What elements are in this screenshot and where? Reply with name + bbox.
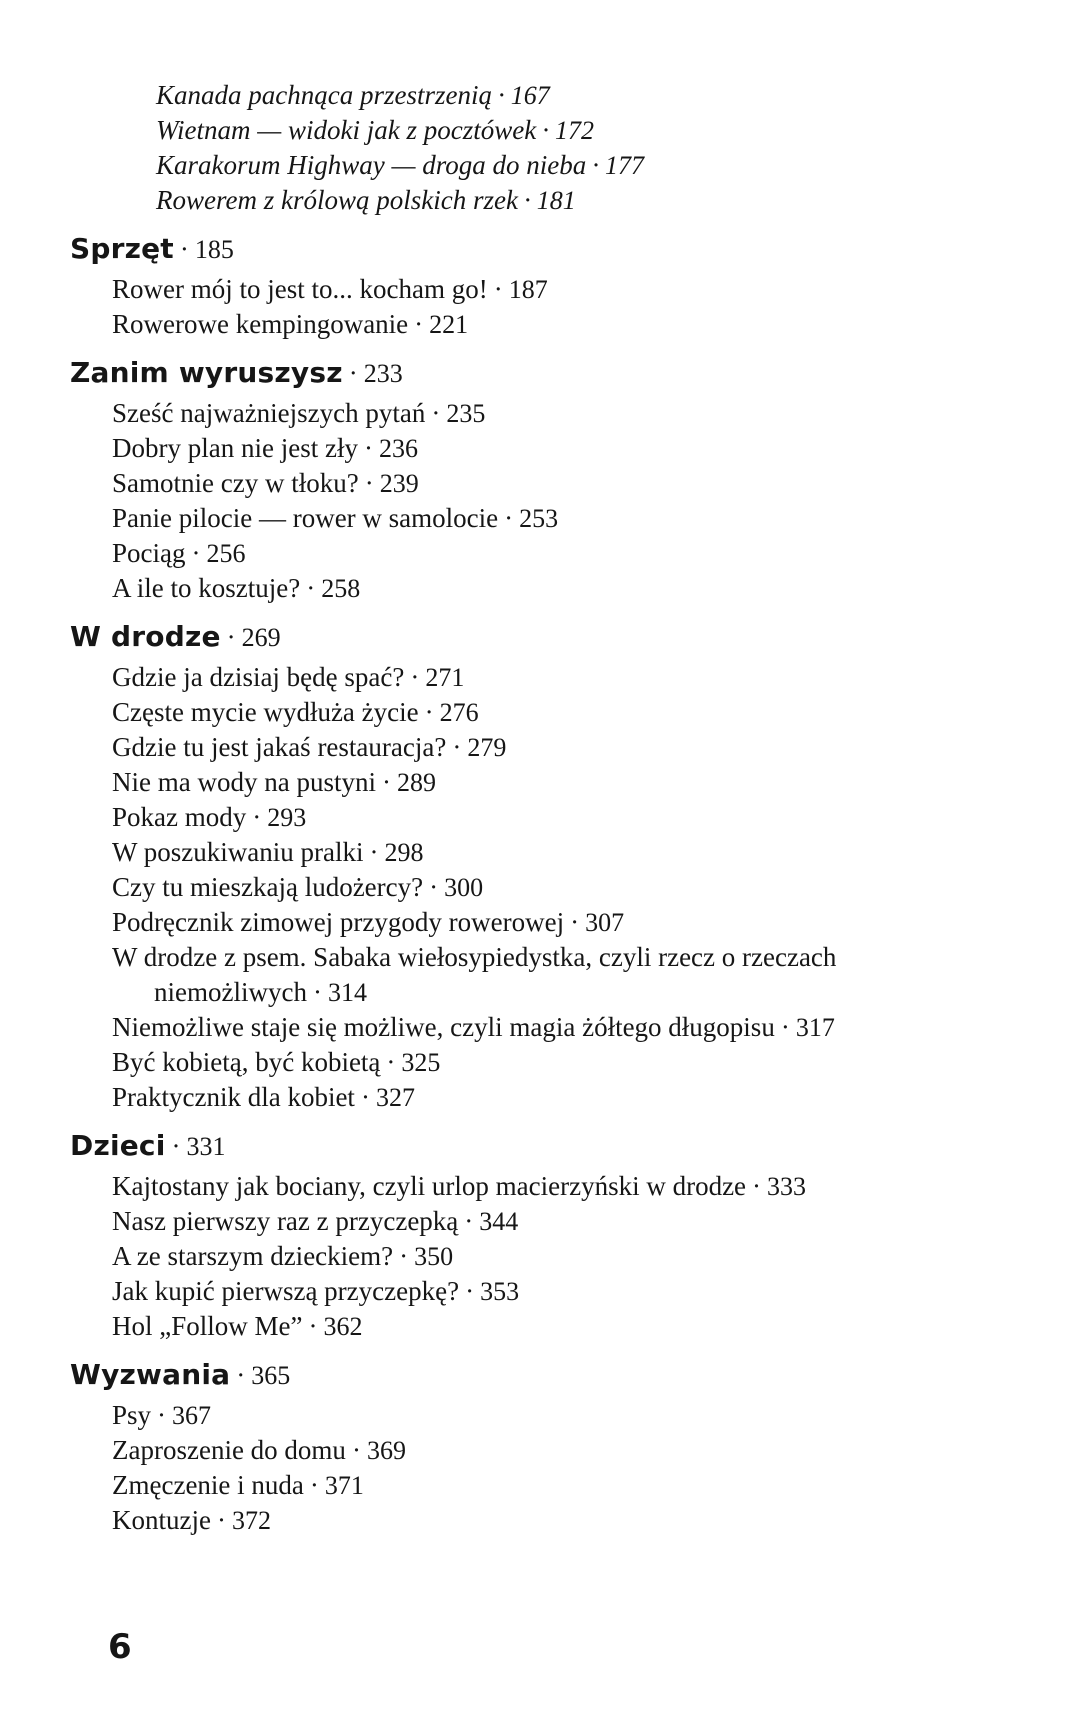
- toc-entry-page: 181: [536, 186, 576, 215]
- toc-entry: [0, 78, 1080, 113]
- toc-entry-page: 344: [479, 1207, 519, 1236]
- toc-entry-title: Gdzie ja dzisiaj będę spać?: [112, 662, 405, 692]
- toc-section-heading: [0, 1351, 1080, 1398]
- toc-entry: [0, 148, 1080, 183]
- toc-entry-title: W poszukiwaniu pralki: [112, 837, 364, 867]
- toc-entry: [0, 396, 1080, 431]
- separator-dot: ·: [157, 1400, 167, 1430]
- toc-entry-page: 372: [231, 1506, 271, 1535]
- toc-entry-page: 300: [444, 873, 484, 902]
- toc-entry-title: Niemożliwe staje się możliwe, czyli magia żółtego długopisu: [112, 1012, 775, 1042]
- separator-dot: ·: [191, 538, 201, 568]
- toc-entry: [0, 1468, 1080, 1503]
- toc-entry-page: 293: [267, 803, 307, 832]
- toc-entry-page: 307: [585, 908, 625, 937]
- section-title: Wyzwania: [70, 1358, 231, 1391]
- toc-entry: [0, 695, 1080, 730]
- toc-entry: [0, 870, 1080, 905]
- toc-entry-page: 314: [327, 978, 367, 1007]
- page-number: 6: [108, 1627, 132, 1667]
- separator-dot: ·: [542, 115, 549, 145]
- toc-entry-page: 221: [429, 310, 469, 339]
- toc-entry-page: 172: [554, 116, 594, 145]
- toc-entry-page: 350: [414, 1242, 454, 1271]
- toc-entry: [0, 113, 1080, 148]
- toc-entry-title-continuation: niemożliwych: [154, 977, 307, 1007]
- toc-entry-title: Wietnam — widoki jak z pocztówek: [156, 115, 537, 145]
- toc-entry-title: Pociąg: [112, 538, 186, 568]
- toc-entry-title: Podręcznik zimowej przygody rowerowej: [112, 907, 565, 937]
- toc-entry-title: Nie ma wody na pustyni: [112, 767, 376, 797]
- toc-entry: [0, 1398, 1080, 1433]
- toc-entry-page: 298: [384, 838, 424, 867]
- separator-dot: ·: [348, 358, 358, 388]
- toc-entry-page: 235: [446, 399, 486, 428]
- toc-entry-title: Rowerem z królową polskich rzek: [156, 185, 518, 215]
- separator-dot: ·: [386, 1047, 396, 1077]
- toc-entry-title: Dobry plan nie jest zły: [112, 433, 358, 463]
- toc-entry-page: 369: [366, 1436, 406, 1465]
- toc-entry: [0, 660, 1080, 695]
- separator-dot: ·: [226, 622, 236, 652]
- toc-entry: [0, 1309, 1080, 1344]
- separator-dot: ·: [497, 80, 505, 110]
- separator-dot: ·: [780, 1012, 790, 1042]
- separator-dot: ·: [570, 907, 580, 937]
- toc-entry-title: Pokaz mody: [112, 802, 247, 832]
- section-page: 233: [363, 359, 403, 388]
- toc-entry: [0, 307, 1080, 342]
- separator-dot: ·: [431, 398, 441, 428]
- section-page: 185: [194, 235, 234, 264]
- separator-dot: ·: [429, 872, 439, 902]
- toc-section-heading: [0, 613, 1080, 660]
- toc-entry-title: Jak kupić pierwszą przyczepkę?: [112, 1276, 460, 1306]
- toc-entry-page: 279: [467, 733, 507, 762]
- separator-dot: ·: [523, 185, 531, 215]
- toc-entry-page: 177: [605, 151, 644, 180]
- separator-dot: ·: [252, 802, 262, 832]
- toc-entry: [0, 1239, 1080, 1274]
- section-page: 331: [186, 1132, 226, 1161]
- toc-entry-page: 253: [519, 504, 559, 533]
- toc-entry: [0, 501, 1080, 536]
- toc-entry-page: 239: [379, 469, 419, 498]
- separator-dot: ·: [504, 503, 514, 533]
- separator-dot: ·: [312, 977, 322, 1007]
- separator-dot: ·: [236, 1360, 246, 1390]
- toc-entry-title: Częste mycie wydłuża życie: [112, 697, 419, 727]
- toc-entry-title: Rower mój to jest to... kocham go!: [112, 274, 488, 304]
- separator-dot: ·: [309, 1470, 319, 1500]
- toc-entry: [0, 183, 1080, 218]
- separator-dot: ·: [351, 1435, 361, 1465]
- toc-entry-page: 256: [206, 539, 246, 568]
- toc-entry-page: 367: [172, 1401, 212, 1430]
- section-title: Dzieci: [70, 1129, 166, 1162]
- separator-dot: ·: [171, 1131, 181, 1161]
- toc-entry-page: 317: [795, 1013, 835, 1042]
- toc-entry-page: 187: [508, 275, 548, 304]
- toc-entry-page: 371: [324, 1471, 364, 1500]
- toc-entry-title: Zmęczenie i nuda: [112, 1470, 304, 1500]
- separator-dot: ·: [369, 837, 379, 867]
- toc-entry-title: Panie pilocie — rower w samolocie: [112, 503, 499, 533]
- toc-entry-title: Gdzie tu jest jakaś restauracja?: [112, 732, 447, 762]
- separator-dot: ·: [752, 1171, 762, 1201]
- toc-entry-page: 276: [439, 698, 479, 727]
- toc-entry-title: A ze starszym dzieckiem?: [112, 1241, 394, 1271]
- toc-entry-page: 236: [378, 434, 418, 463]
- toc-section-heading: [0, 1122, 1080, 1169]
- toc-entry: [0, 1503, 1080, 1538]
- toc-entry: [0, 800, 1080, 835]
- toc-entry-continuation: [0, 975, 1080, 1010]
- table-of-contents: [0, 78, 1080, 1538]
- toc-entry-page: 353: [480, 1277, 520, 1306]
- toc-entry-title: Karakorum Highway — droga do nieba: [156, 150, 587, 180]
- toc-entry-page: 271: [425, 663, 465, 692]
- separator-dot: ·: [452, 732, 462, 762]
- toc-entry-title: Hol „Follow Me”: [112, 1311, 303, 1341]
- separator-dot: ·: [363, 433, 373, 463]
- toc-entry: [0, 1204, 1080, 1239]
- separator-dot: ·: [179, 234, 189, 264]
- toc-entry: [0, 835, 1080, 870]
- toc-entry-title: W drodze z psem. Sabaka wiełosypiedystka, czyli rzecz o rzeczach: [112, 942, 837, 972]
- toc-entry-page: 289: [396, 768, 436, 797]
- separator-dot: ·: [216, 1505, 226, 1535]
- toc-entry: [0, 431, 1080, 466]
- toc-entry-page: 325: [401, 1048, 441, 1077]
- toc-entry-title: Czy tu mieszkają ludożercy?: [112, 872, 424, 902]
- separator-dot: ·: [308, 1311, 318, 1341]
- toc-entry-title: Być kobietą, być kobietą: [112, 1047, 381, 1077]
- toc-entry-title: Sześć najważniejszych pytań: [112, 398, 426, 428]
- toc-entry-page: 362: [323, 1312, 363, 1341]
- toc-entry: [0, 730, 1080, 765]
- toc-section-heading: [0, 349, 1080, 396]
- toc-entry: [0, 1045, 1080, 1080]
- toc-entry-page: 333: [767, 1172, 807, 1201]
- toc-entry-title: Kajtostany jak bociany, czyli urlop macierzyński w drodze: [112, 1171, 747, 1201]
- toc-entry: [0, 1274, 1080, 1309]
- section-page: 269: [241, 623, 281, 652]
- toc-entry: [0, 571, 1080, 606]
- section-title: Sprzęt: [70, 232, 174, 265]
- toc-entry: [0, 1080, 1080, 1115]
- separator-dot: ·: [360, 1082, 370, 1112]
- toc-entry-title: A ile to kosztuje?: [112, 573, 301, 603]
- separator-dot: ·: [399, 1241, 409, 1271]
- toc-entry: [0, 536, 1080, 571]
- toc-entry-title: Zaproszenie do domu: [112, 1435, 346, 1465]
- toc-entry: [0, 1010, 1080, 1045]
- section-title: Zanim wyruszysz: [70, 356, 343, 389]
- separator-dot: ·: [414, 309, 424, 339]
- toc-entry: [0, 940, 1080, 975]
- separator-dot: ·: [306, 573, 316, 603]
- section-title: W drodze: [70, 620, 221, 653]
- toc-section-heading: [0, 225, 1080, 272]
- toc-entry-title: Kanada pachnąca przestrzenią: [156, 80, 492, 110]
- toc-entry-title: Kontuzje: [112, 1505, 211, 1535]
- separator-dot: ·: [424, 697, 434, 727]
- toc-entry: [0, 1433, 1080, 1468]
- separator-dot: ·: [592, 150, 599, 180]
- toc-entry-title: Psy: [112, 1400, 152, 1430]
- toc-entry-title: Rowerowe kempingowanie: [112, 309, 409, 339]
- toc-entry: [0, 272, 1080, 307]
- toc-entry: [0, 905, 1080, 940]
- toc-entry: [0, 466, 1080, 501]
- separator-dot: ·: [364, 468, 374, 498]
- separator-dot: ·: [381, 767, 391, 797]
- toc-entry-title: Samotnie czy w tłoku?: [112, 468, 359, 498]
- toc-entry-title: Nasz pierwszy raz z przyczepką: [112, 1206, 459, 1236]
- separator-dot: ·: [465, 1276, 475, 1306]
- toc-entry-title: Praktycznik dla kobiet: [112, 1082, 355, 1112]
- toc-entry: [0, 765, 1080, 800]
- toc-entry-page: 167: [510, 81, 550, 110]
- toc-entry: [0, 1169, 1080, 1204]
- separator-dot: ·: [410, 662, 420, 692]
- separator-dot: ·: [493, 274, 503, 304]
- toc-entry-page: 327: [375, 1083, 415, 1112]
- section-page: 365: [251, 1361, 291, 1390]
- separator-dot: ·: [464, 1206, 474, 1236]
- toc-entry-page: 258: [321, 574, 361, 603]
